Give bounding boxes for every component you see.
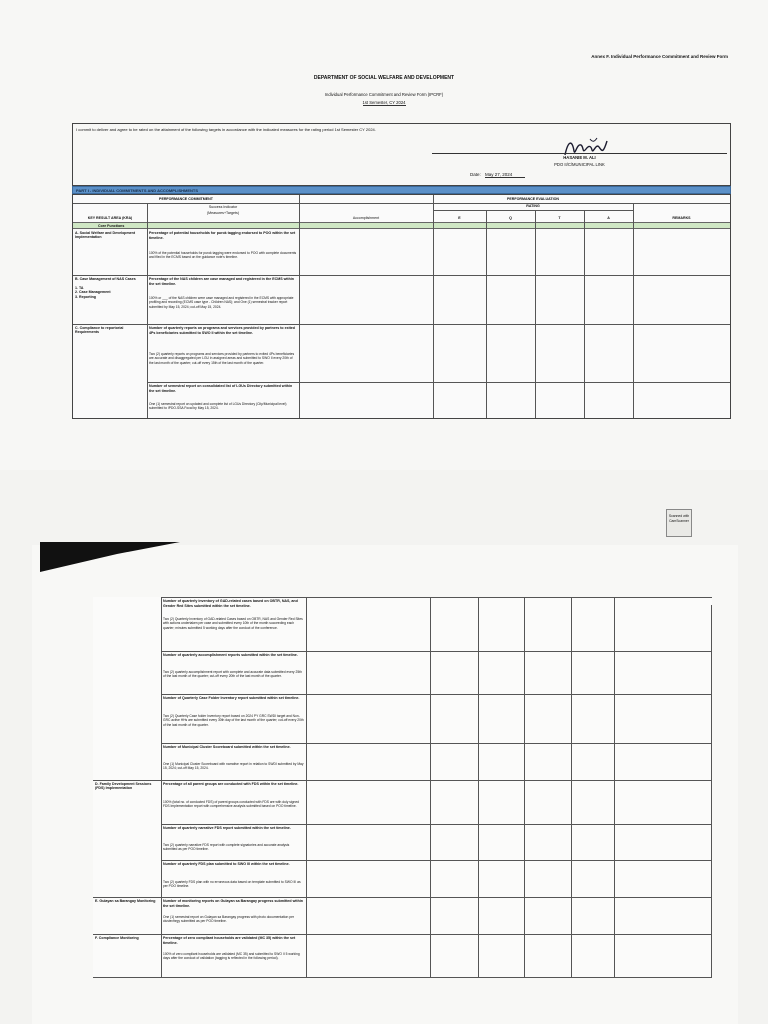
department-title: DEPARTMENT OF SOCIAL WELFARE AND DEVELOPMENT bbox=[313, 75, 455, 81]
semester-value: 1st Semester, CY 2024 bbox=[362, 100, 406, 105]
indicator-cell: Percentage of all parent groups are conducted with FDS within the set timeline. bbox=[163, 782, 299, 786]
kra-cell: F. Compliance Monitoring bbox=[95, 936, 139, 940]
indicator-detail: Two (2) quarterly accomplishment report with complete and accurate data submitted every 25th of the last month of the quarter; cut-off every 20th of the last month of the quarter. bbox=[163, 670, 302, 679]
grid-line bbox=[93, 977, 712, 978]
indicator-cell: Percentage of zero compliant households are validated (MC 35) within the set timeline. bbox=[163, 936, 296, 945]
header-success-indicator: Success Indicator bbox=[208, 205, 238, 209]
indicator-cell: Number of Municipal Cluster Scoreboard submitted within the set timeline. bbox=[163, 745, 291, 749]
header-t: T bbox=[558, 216, 561, 220]
kra-cell: C. Compliance to reportorial Requirements bbox=[75, 326, 124, 335]
indicator-cell: Number of quarterly accomplishment reports submitted within the set timeline. bbox=[163, 653, 298, 657]
header-performance-evaluation: PERFORMANCE EVALUATION bbox=[507, 197, 559, 201]
grid-line bbox=[478, 597, 479, 978]
indicator-cell: Number of Quarterly Case Folder Inventory report submitted within set timeline. bbox=[163, 696, 300, 700]
grid-line bbox=[93, 934, 712, 935]
indicator-detail: 100% of the potential households for purok tagging were endorsed to POO with complete documents and filed in the ECMS based on the guidance note's timeline. bbox=[149, 251, 297, 260]
grid-line bbox=[73, 324, 730, 325]
grid-line bbox=[614, 597, 615, 978]
header-remarks: REMARKS bbox=[672, 216, 691, 220]
grid-line bbox=[633, 203, 634, 418]
date-value: May 27, 2024 bbox=[485, 172, 525, 178]
ipcrf-table-page-1 bbox=[72, 194, 731, 419]
grid-line bbox=[73, 275, 730, 276]
indicator-detail: 100% (total no. of conducted FDS) of parent groups conducted with FDS are with duly signed FDS Implementation report with comprehensive analysis submitted based on POO timeline. bbox=[163, 800, 299, 809]
header-performance-commitment: PERFORMANCE COMMITMENT bbox=[159, 197, 213, 201]
indicator-cell: Percentage of potential households for purok tagging endorsed to POO within the set timeline. bbox=[149, 231, 296, 240]
header-rating: RATING bbox=[526, 204, 540, 208]
grid-line bbox=[93, 897, 712, 898]
signature-line bbox=[432, 153, 727, 154]
core-functions-bar bbox=[73, 222, 730, 229]
grid-line bbox=[161, 651, 712, 652]
core-functions-label: Core Functions bbox=[98, 224, 125, 228]
form-name: Individual Performance Commitment and Review Form (IPCRF) bbox=[324, 92, 444, 97]
header-measures-targets: (Measures+Targets) bbox=[206, 211, 240, 215]
grid-line bbox=[535, 210, 536, 418]
annex-label: Annex F. Individual Performance Commitment and Review Form bbox=[591, 54, 728, 59]
grid-line bbox=[161, 597, 712, 598]
indicator-detail: One (1) Municipal Cluster Scoreboard with narrative report in relation to SWDI submitted by May 15, 2024; cut-off May 15, 2024. bbox=[163, 762, 304, 771]
scanner-watermark-line1: Scanned with bbox=[668, 514, 690, 518]
commitment-text: I commit to deliver and agree to be rated on the attainment of the following targets in accordance with the indicated measures for the rating period 1st Semester CY 2024. bbox=[76, 127, 376, 132]
grid-line bbox=[161, 597, 162, 978]
indicator-detail: Two (2) quarterly FDS plan with no erroneous data based on template submitted to SWO III as per POO timeline. bbox=[163, 880, 301, 889]
grid-line bbox=[299, 195, 300, 418]
ipcrf-page-1 bbox=[0, 0, 768, 470]
scanner-watermark bbox=[666, 509, 692, 537]
indicator-detail: 100% or ___ of the NAS children were case managed and registered in the ECMS with appropriate profiling and recording (ECMS case type - Children NAS); and One (1) semestral tracker report submitted by May 15, 2024; cut-off May 15, 2024. bbox=[149, 296, 294, 309]
grid-line bbox=[73, 203, 730, 204]
part-one-bar bbox=[72, 186, 731, 194]
grid-line bbox=[306, 597, 307, 978]
header-q: Q bbox=[509, 216, 512, 220]
kra-cell: D. Family Development Sessions (FDS) Implementation bbox=[95, 782, 152, 791]
grid-line bbox=[147, 203, 148, 418]
indicator-cell: Number of quarterly FDS plan submitted to SWO III within the set timeline. bbox=[163, 862, 290, 866]
grid-line bbox=[430, 597, 431, 978]
grid-line bbox=[93, 780, 712, 781]
semester-label bbox=[0, 100, 768, 105]
kra-cell: E. Gulayan sa Barangay Monitoring bbox=[95, 899, 156, 903]
kra-cell: B. Case Management of NAS Cases 1. TA 2. Case Management 3. Reporting bbox=[75, 277, 136, 299]
indicator-detail: Two (2) quarterly reports on programs and services provided by partners to exited 4Ps beneficiaries are accurate and disaggregated per LGU in assigned areas and submitted to SWO II every 20th of the last month of the quarter; cut-off every 15th of the last month of the quarter. bbox=[149, 352, 295, 365]
header-accomplishment: Accomplishment bbox=[352, 216, 380, 220]
indicator-cell: Number of quarterly inventory of GAD-related cases based on OBTR, NAS, and Gender Red Sites submitted within the set timeline. bbox=[163, 599, 298, 608]
indicator-detail: 100% of zero compliant households are validated (MC 35) and submitted to SWO II 5 working days after the conduct of validation (tagging is reflected in the following period). bbox=[163, 952, 300, 961]
grid-line bbox=[486, 210, 487, 418]
grid-line bbox=[524, 597, 525, 978]
kra-cell: A. Social Welfare and Development Implementation bbox=[75, 231, 136, 240]
ratee-name: HASANIE M. ALI bbox=[563, 155, 596, 160]
grid-line bbox=[161, 743, 712, 744]
header-kra: KEY RESULT AREA (KRA) bbox=[87, 216, 133, 220]
date-label: Date: bbox=[470, 172, 481, 177]
grid-line bbox=[161, 860, 712, 861]
indicator-cell: Number of quarterly narrative FDS report submitted within the set timeline. bbox=[163, 826, 291, 830]
grid-line bbox=[711, 605, 712, 978]
indicator-detail: One (1) semestral report on updated and complete list of LGUs Directory (City/Municipal level) submitted to IPDO-SSA Focal by May 15, 2024. bbox=[149, 402, 287, 411]
indicator-detail: Two (2) Quarterly Case folder Inventory report based on 2024 PY GRC SWDI target and Non-GRC active HHs are submitted every 30th day of the last month of the quarter; cut-off every 20th of the last month of the quarter. bbox=[163, 714, 304, 727]
grid-line bbox=[147, 382, 730, 383]
grid-line bbox=[433, 210, 633, 211]
header-e: E bbox=[458, 216, 461, 220]
scanner-watermark-line2: CamScanner bbox=[669, 519, 689, 524]
grid-line bbox=[433, 195, 434, 418]
indicator-detail: Two (2) quarterly narrative FDS report with complete signatories and accurate analysis submitted as per POO timeline. bbox=[163, 843, 290, 852]
indicator-cell: Number of quarterly reports on programs and services provided by partners to exited 4Ps beneficiaries submitted to SWO II within the set timeline. bbox=[149, 326, 295, 335]
header-a: A bbox=[607, 216, 610, 220]
grid-line bbox=[584, 210, 585, 418]
grid-line bbox=[161, 694, 712, 695]
indicator-cell: Number of semestral report on consolidated list of LGUs Directory submitted within the set timeline. bbox=[149, 384, 293, 393]
grid-line bbox=[571, 597, 572, 978]
indicator-cell: Percentage of the NAS children are case managed and registered in the ECMS within the set timeline. bbox=[149, 277, 294, 286]
ratee-position: PDO II/C/MUNICIPAL LINK bbox=[554, 162, 605, 167]
grid-line bbox=[161, 824, 712, 825]
part-one-label: PART I - INDIVIDUAL COMMITMENTS AND ACCOMPLISHMENTS bbox=[76, 188, 198, 193]
indicator-cell: Number of monitoring reports on Gulayan sa Barangay progress submitted within the set timeline. bbox=[163, 899, 303, 908]
indicator-detail: One (1) semestral report on Gulayan sa Barangay progress with photo documentation per cluster/brgy submitted as per POO timeline. bbox=[163, 915, 295, 924]
ipcrf-table-page-2 bbox=[93, 597, 712, 978]
indicator-detail: Two (2) Quarterly Inventory of GAD-related Cases based on OBTR, NAS and Gender Red Sites with actions undertaken per case and submitted every 10th of the month succeeding each quarter; minutes submitted 5 working days after the conduct of the conference. bbox=[163, 617, 303, 630]
